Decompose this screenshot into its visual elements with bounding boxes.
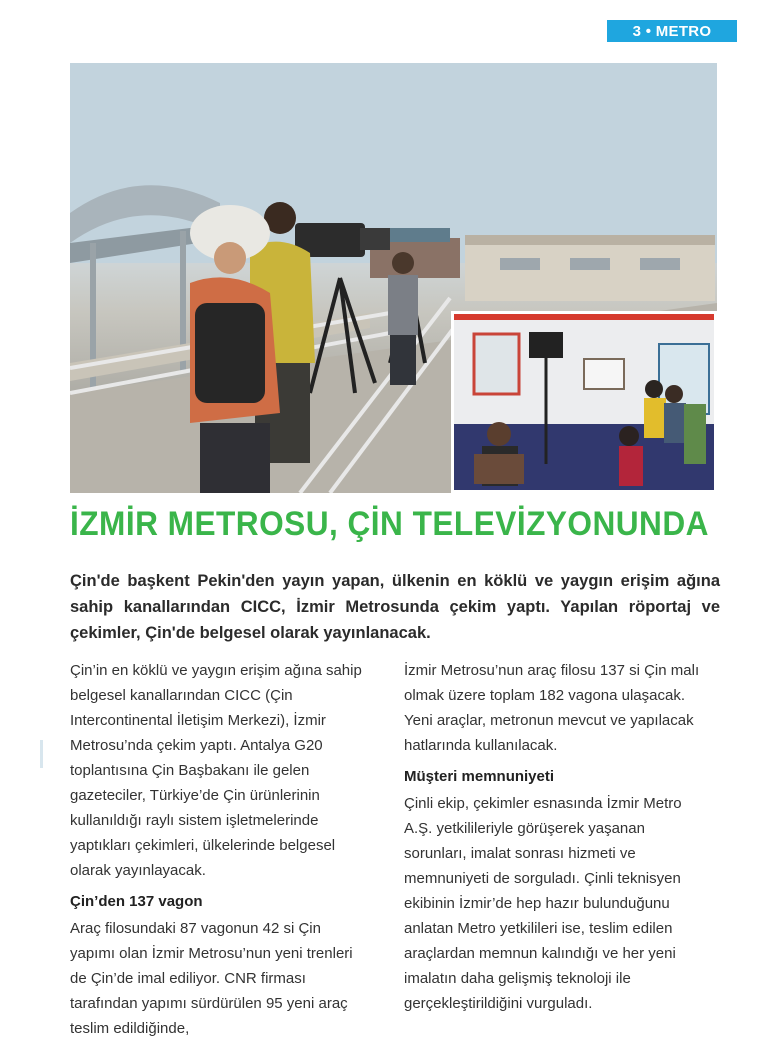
right-paragraph-2: Çinli ekip, çekimler esnasında İzmir Metro A.Ş. yetkilileriyle görüşerek yaşanan sorunları, imalat sonrası hizmeti ve memnuniyeti de sorguladı. Çinli teknisyen ekibinin İzmir’de hep hazır bulunduğunu anlatan Metro yetkilileri ise, teslim edilen araçlardan memnun kalındığı ve her yeni imalatın daha gelişmiş teknoloji ile gerçekleştirildiğini vurguladı.	[404, 795, 682, 1012]
section-tag: 3 • METRO	[607, 20, 737, 42]
article-headline: İZMİR METROSU, ÇİN TELEVİZYONUNDA	[70, 505, 709, 543]
interview-photo	[451, 311, 717, 493]
right-column	[404, 658, 704, 1022]
margin-mark	[40, 740, 43, 768]
left-column	[70, 658, 370, 1047]
right-paragraph-1: İzmir Metrosu’nun araç filosu 137 si Çin malı olmak üzere toplam 182 vagona ulaşacak. Yeni araçlar, metronun mevcut ve yapılacak hatlarında kullanılacak.	[404, 662, 700, 754]
left-paragraph-1: Çin’in en köklü ve yaygın erişim ağına sahip belgesel kanallarından CICC (Çin Intercontinental İletişim Merkezi), İzmir Metrosu’nda çekim yaptı. Antalya G20 toplantısına Çin Başbakanı ile gelen gazeteciler, Türkiye’de Çin ürünlerinin kullanıldığı raylı sistem işletmelerinde yaptıkları çekimleri, ülkelerinde belgesel olarak yayınlayacak.	[70, 662, 362, 879]
left-paragraph-2: Araç filosundaki 87 vagonun 42 si Çin yapımı olan İzmir Metrosu’nun yeni trenleri de Çin’de imal ediliyor. CNR firması tarafından yapımı sürdürülen 95 yeni araç teslim edildiğinde,	[70, 920, 353, 1037]
article-lead: Çin'de başkent Pekin'den yayın yapan, ülkenin en köklü ve yaygın erişim ağına sahip kanallarından CICC, İzmir Metrosunda çekim yaptı. Yapılan röportaj ve çekimler, Çin'de belgesel olarak yayınlanacak.	[70, 572, 720, 642]
subheading-memnuniyet: Müşteri memnuniyeti	[404, 768, 555, 785]
subheading-vagon: Çin’den 137 vagon	[70, 893, 203, 910]
